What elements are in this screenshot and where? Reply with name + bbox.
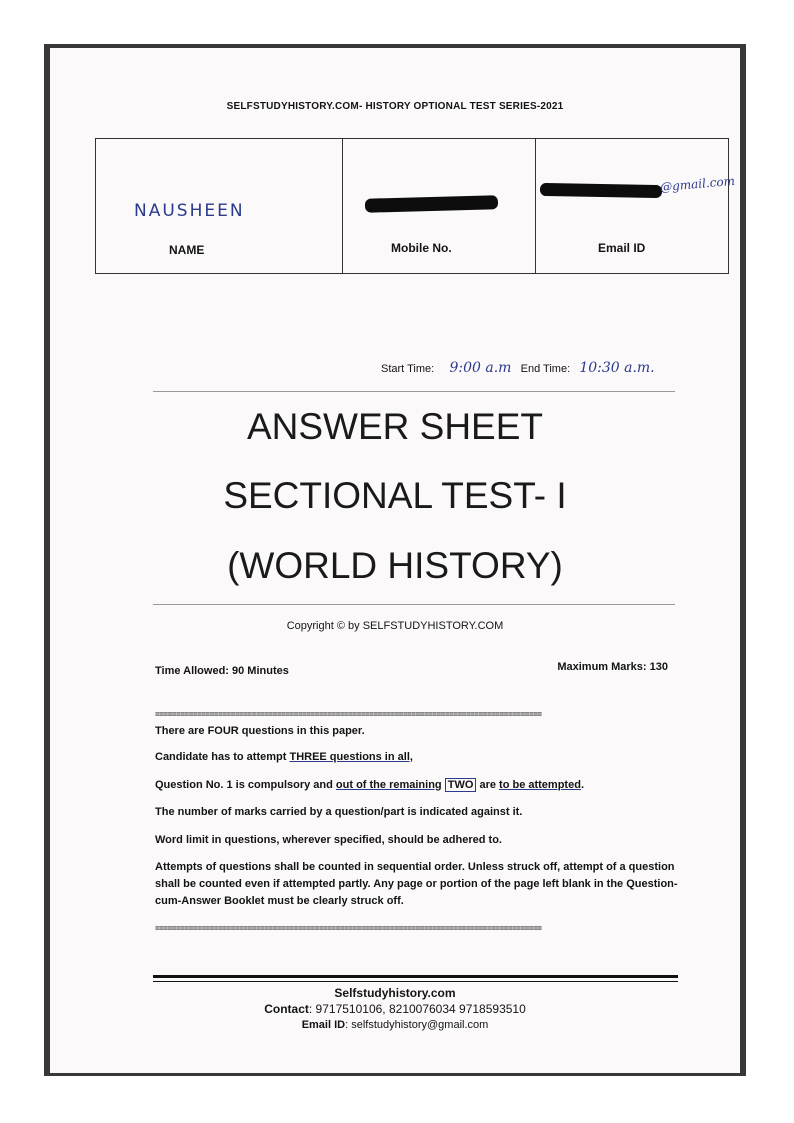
answer-sheet-page (50, 48, 740, 1073)
series-header: SELFSTUDYHISTORY.COM- HISTORY OPTIONAL TEST SERIES-2021 (226, 101, 564, 112)
redaction-mark (365, 195, 498, 212)
maximum-marks: Maximum Marks: 130 (557, 661, 668, 673)
timing-row (381, 360, 655, 376)
instruction-3-underlined: out of the remaining (335, 779, 442, 791)
instruction-3-are: are (476, 779, 500, 791)
title-line-1: ANSWER SHEET (246, 406, 544, 447)
divider (153, 391, 675, 392)
instruction-2-emphasis: THREE questions in all, (289, 751, 413, 763)
instruction-2 (155, 749, 685, 766)
footer-contact-value: : 9717510106, 8210076034 9718593510 (308, 1002, 526, 1016)
instruction-5: Word limit in questions, wherever specified, should be adhered to. (155, 834, 502, 846)
copyright-notice: Copyright © by SELFSTUDYHISTORY.COM (286, 620, 504, 632)
email-cell (536, 139, 736, 273)
footer-email (50, 1017, 740, 1033)
title-line-2: SECTIONAL TEST- I (223, 475, 567, 516)
time-allowed: Time Allowed: 90 Minutes (155, 665, 289, 677)
footer-rule-thick (153, 975, 678, 978)
instruction-6: Attempts of questions shall be counted in sequential order. Unless struck off, attempt of a question shall be counted even if attempted partly. Any page or portion of the page left blank in the Question-cum-Answer Booklet must be clearly struck off. (155, 861, 678, 907)
instruction-4: The number of marks carried by a question/part is indicated against it. (155, 806, 523, 818)
instruction-1: There are FOUR questions in this paper. (155, 725, 365, 737)
end-time-label: End Time: (520, 363, 571, 375)
end-time-value: 10:30 a.m. (579, 360, 655, 376)
start-time-value: 9:00 a.m (449, 360, 512, 376)
separator-line: ============================================================================================ (155, 711, 542, 720)
instruction-2-text: Candidate has to attempt (155, 751, 290, 763)
instruction-3 (155, 777, 685, 794)
instruction-3-text: Question No. 1 is compulsory and (155, 779, 336, 791)
candidate-info-table (95, 138, 736, 274)
title-line-3: (WORLD HISTORY) (227, 545, 563, 586)
footer-site-name: Selfstudyhistory.com (334, 986, 456, 1000)
footer-email-value: : selfstudyhistory@gmail.com (345, 1019, 489, 1031)
redaction-mark (540, 183, 662, 198)
divider (153, 604, 675, 605)
footer-contact (50, 1001, 740, 1017)
handwritten-name: NAUSHEEN (134, 201, 245, 221)
handwritten-email-suffix: @gmail.com (659, 173, 736, 195)
mobile-cell (343, 139, 536, 273)
footer-email-label: Email ID (301, 1019, 346, 1031)
start-time-label: Start Time: (381, 363, 435, 375)
separator-line: ============================================================================================ (155, 925, 542, 934)
name-label: NAME (169, 243, 205, 257)
footer-rule-thin (153, 981, 678, 982)
footer-site (50, 985, 740, 1001)
email-label: Email ID (598, 241, 646, 255)
footer-contact-label: Contact (264, 1002, 309, 1016)
name-cell (96, 139, 343, 273)
instruction-3-attempted: to be attempted (499, 779, 581, 791)
instruction-3-period: . (580, 779, 584, 791)
mobile-label: Mobile No. (391, 241, 452, 255)
instruction-3-boxed: TWO (445, 778, 477, 792)
